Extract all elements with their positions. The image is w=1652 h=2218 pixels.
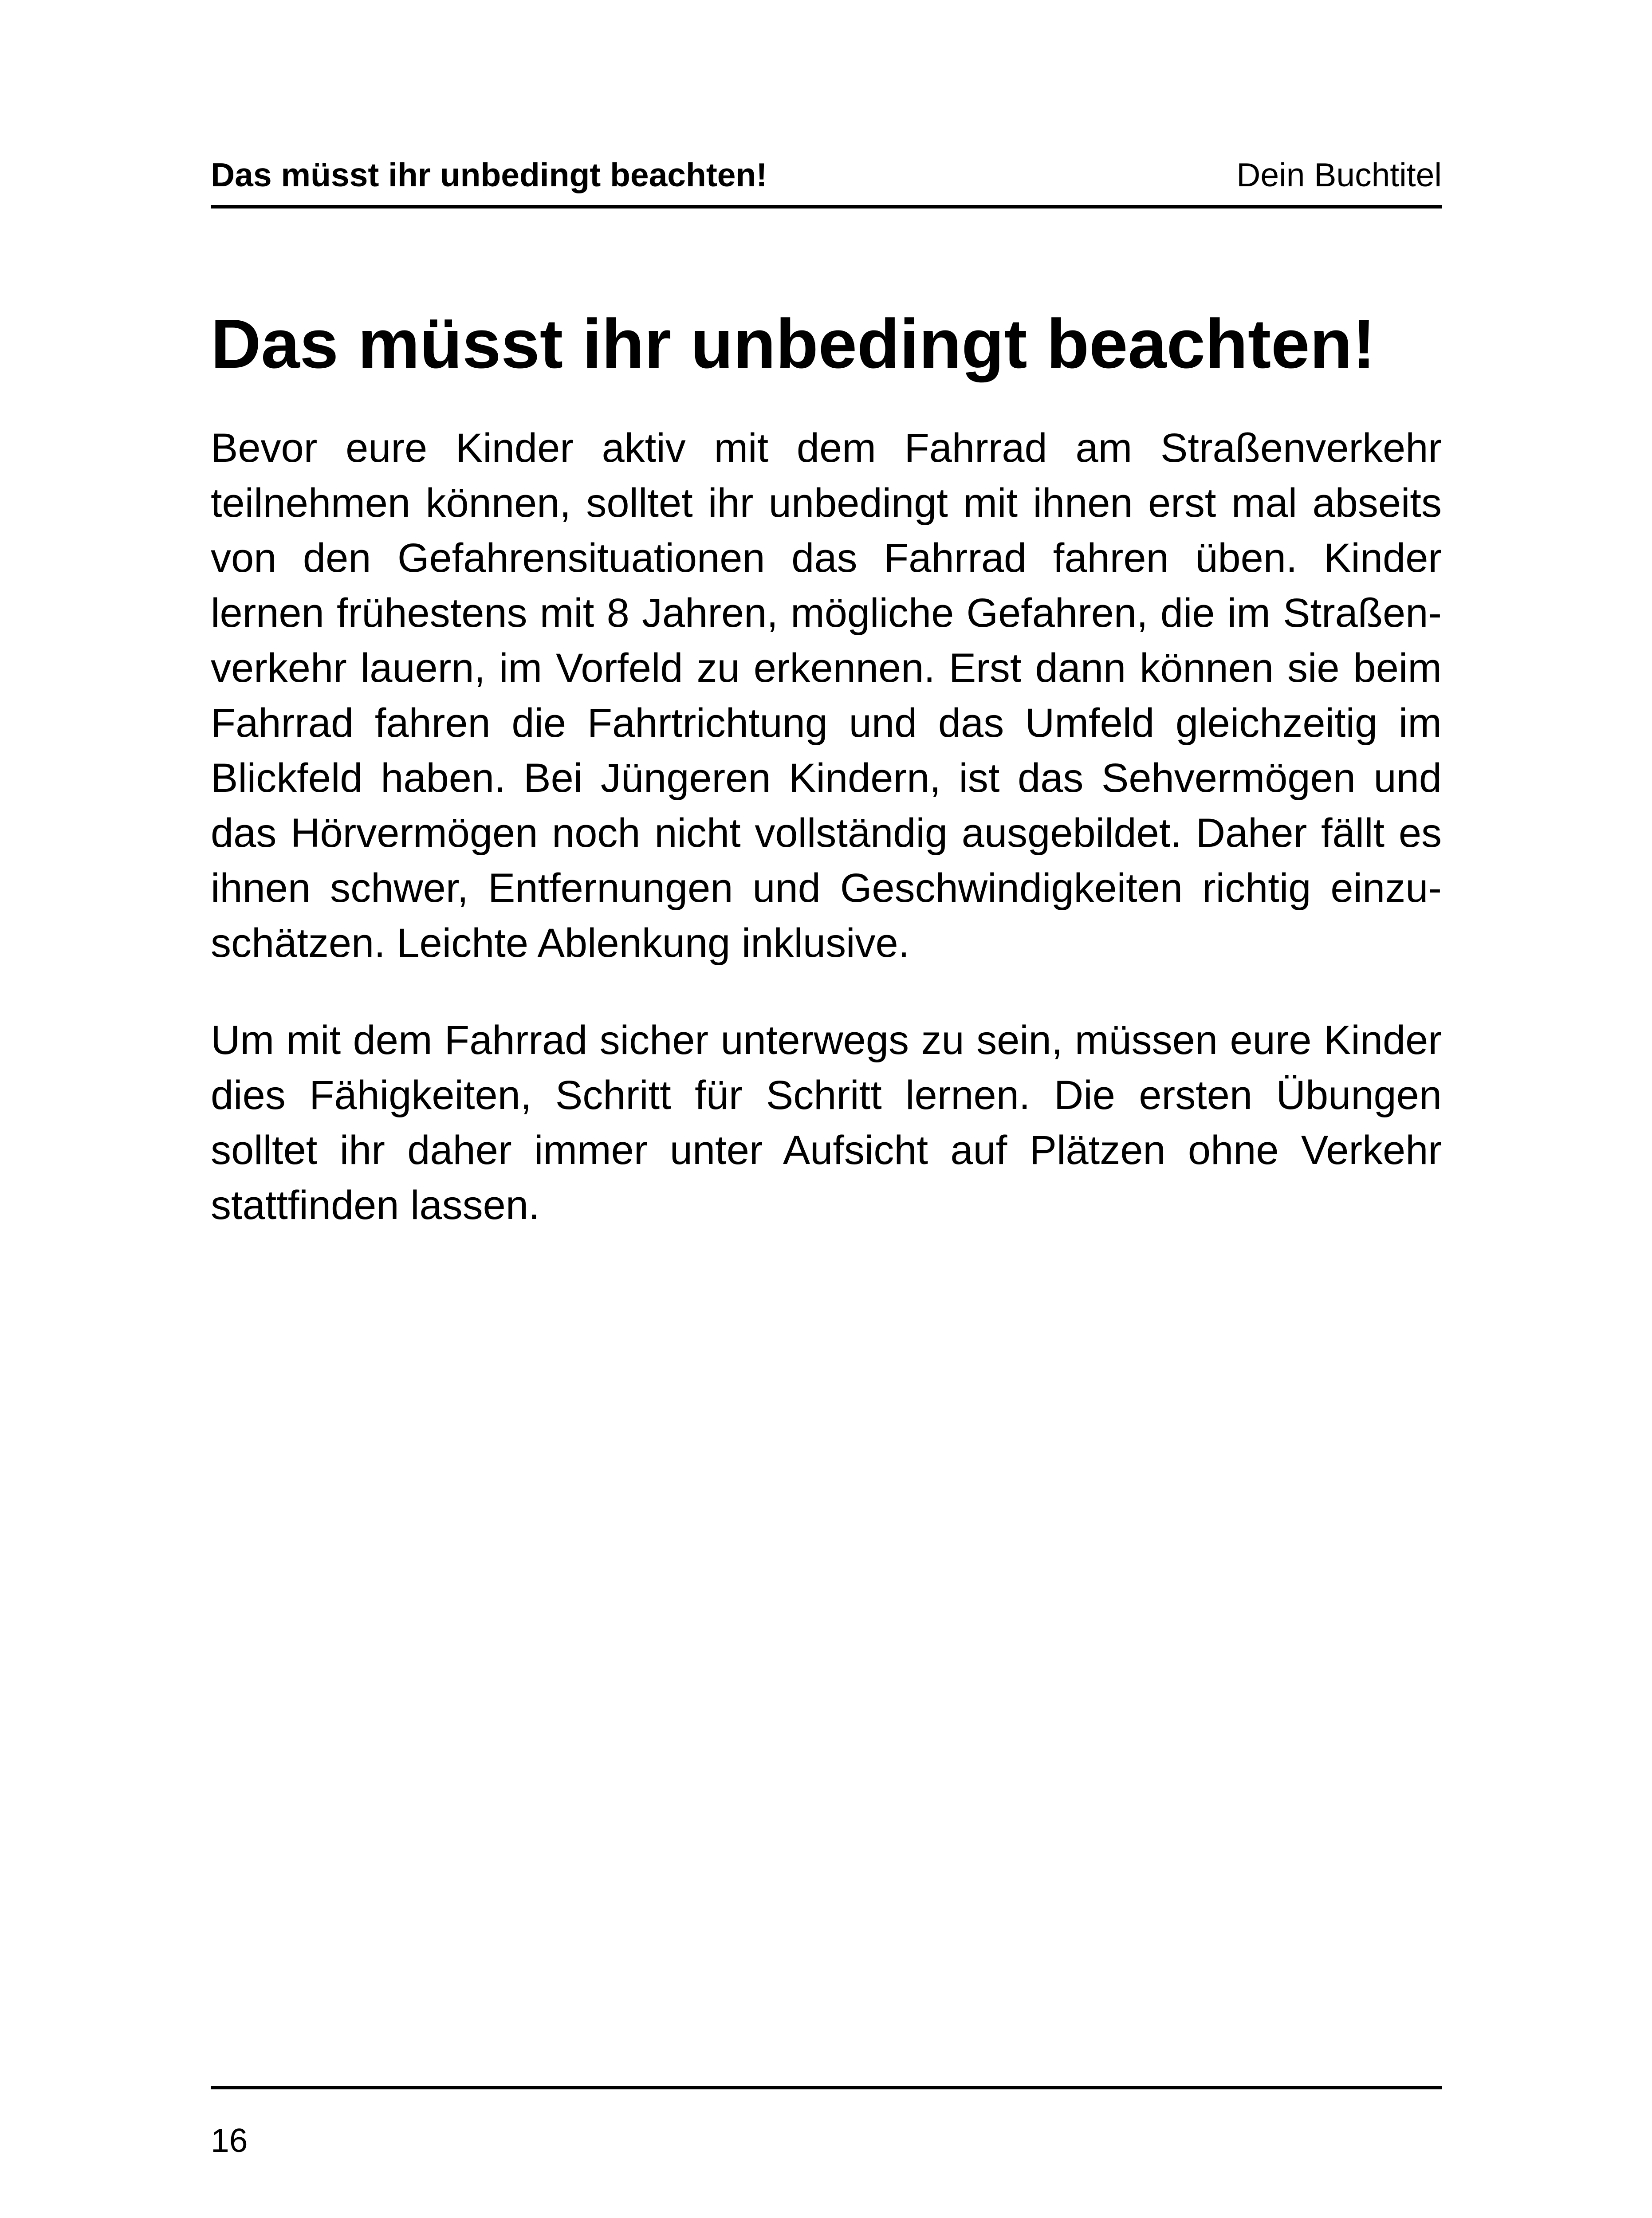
chapter-heading: Das müsst ihr unbedingt beachten! (211, 305, 1376, 383)
paragraph: Um mit dem Fahrrad sicher unterwegs zu sein, müssen eure Kinder dies Fähigkeiten, Schritt für Schritt lernen. Die ersten Übungen solltet ihr daher immer unter Aufsicht auf Plätzen ohne Verkehr stattfinden lassen. (211, 1017, 1442, 1228)
header-chapter-title: Das müsst ihr unbedingt beachten! (211, 156, 767, 193)
header-book-title: Dein Buchtitel (1236, 156, 1442, 193)
page-content (211, 306, 1442, 1275)
paragraph: Bevor eure Kinder aktiv mit dem Fahrrad am Straßenverkehr teilnehmen können, solltet ihr unbedingt mit ihnen erst mal abseits von den Gefahrensituationen das Fahrrad fahren üben. Kinder lernen frühestens mit 8 Jahren, mögliche Gefahren, die im Straßenverkehr lauern, im Vorfeld zu erkennen. Erst dann können sie beim Fahrrad fahren die Fahrtrichtung und das Umfeld gleichzeitig im Blickfeld haben. Bei Jüngeren Kindern, ist das Sehvermögen und das Hörvermögen noch nicht vollständig ausgebildet. Daher fällt es ihnen schwer, Entfernungen und Geschwindigkeiten richtig einzuschätzen. Leichte Ablenkung inklusive. (211, 425, 1442, 966)
running-header (211, 149, 1442, 208)
page-footer (211, 2086, 1442, 2159)
page-number: 16 (211, 2122, 248, 2159)
